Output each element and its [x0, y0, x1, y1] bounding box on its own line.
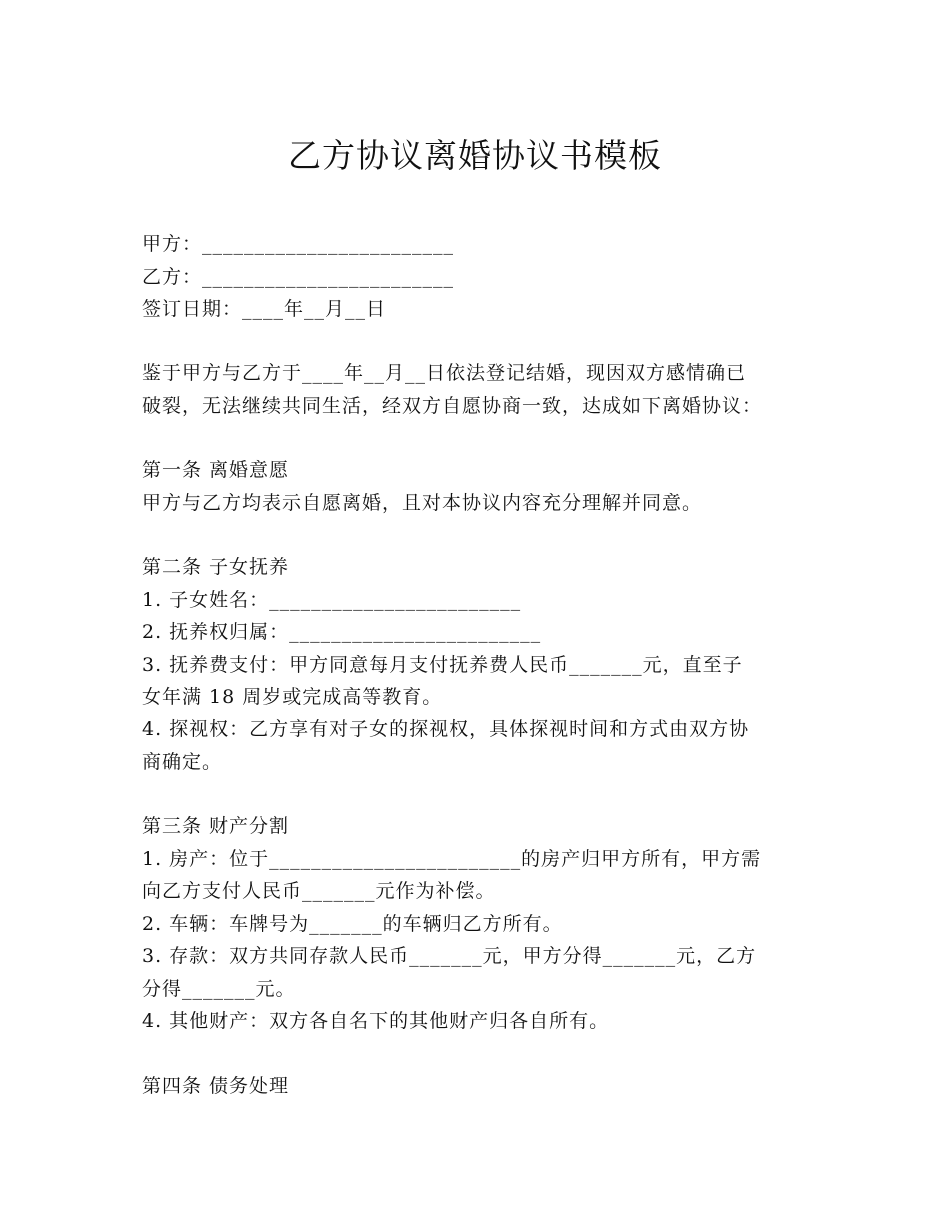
- article-2-heading: 第二条 子女抚养: [142, 556, 290, 578]
- article-1-heading: 第一条 离婚意愿: [142, 459, 290, 481]
- article-3-line: 向乙方支付人民币_______元作为补偿。: [142, 880, 496, 902]
- party-b-field: 乙方：________________________: [142, 266, 455, 288]
- article-3-line: 2. 车辆：车牌号为_______的车辆归乙方所有。: [142, 913, 563, 935]
- preamble-line: 鉴于甲方与乙方于____年__月__日依法登记结婚，现因双方感情确已: [142, 362, 747, 384]
- document-title: 乙方协议离婚协议书模板: [288, 136, 662, 175]
- article-2-line: 商确定。: [142, 751, 223, 773]
- party-a-field: 甲方：________________________: [142, 233, 455, 255]
- article-2-line: 4. 探视权：乙方享有对子女的探视权，具体探视时间和方式由双方协: [142, 718, 750, 740]
- article-3-line: 4. 其他财产：双方各自名下的其他财产归各自所有。: [142, 1010, 610, 1032]
- preamble-line: 破裂，无法继续共同生活，经双方自愿协商一致，达成如下离婚协议：: [142, 395, 763, 417]
- article-2-line: 女年满 18 周岁或完成高等教育。: [142, 686, 443, 708]
- article-4-heading: 第四条 债务处理: [142, 1075, 290, 1097]
- article-2-line: 3. 抚养费支付：甲方同意每月支付抚养费人民币_______元，直至子: [142, 654, 743, 676]
- article-2-line: 2. 抚养权归属：________________________: [142, 621, 542, 643]
- article-3-line: 1. 房产：位于________________________的房产归甲方所有，甲方需: [142, 848, 762, 870]
- article-1-line: 甲方与乙方均表示自愿离婚，且对本协议内容充分理解并同意。: [142, 492, 703, 514]
- article-3-line: 3. 存款：双方共同存款人民币_______元，甲方分得_______元，乙方: [142, 945, 757, 967]
- article-2-line: 1. 子女姓名：________________________: [142, 589, 522, 611]
- article-3-heading: 第三条 财产分割: [142, 815, 290, 837]
- sign-date-field: 签订日期：____年__月__日: [142, 298, 387, 320]
- article-3-line: 分得_______元。: [142, 978, 296, 1000]
